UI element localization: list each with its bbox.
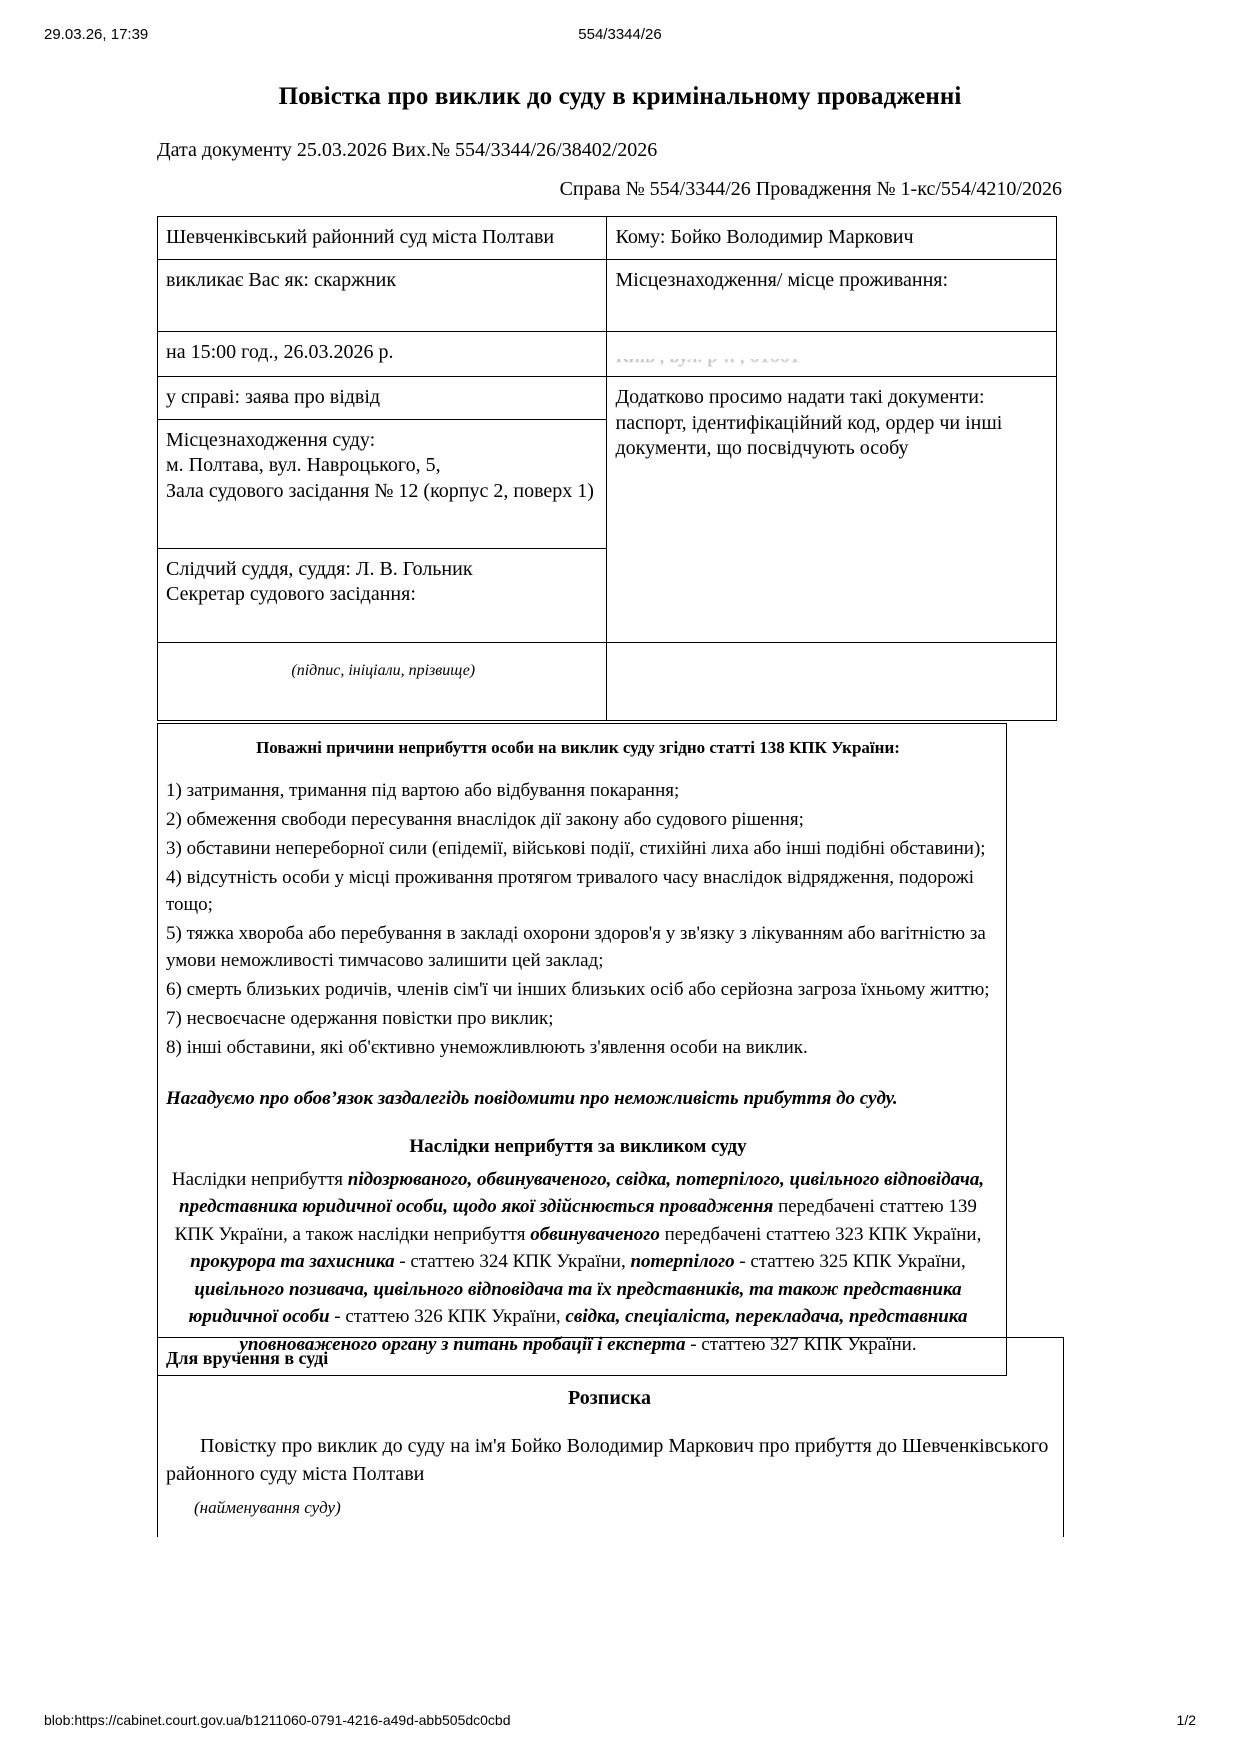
court-receipt-box xyxy=(157,1337,1064,1537)
residence-label: Місцезнаходження/ місце проживання: xyxy=(615,268,949,291)
consequences-heading: Наслідки неприбуття за викликом суду xyxy=(409,1135,747,1157)
court-location-label: Місцезнаходження суду: xyxy=(166,428,376,451)
receipt-body: Повістку про виклик до суду на ім'я Бойко Володимир Маркович про прибуття до Шевченківського районного суду міста Полтави xyxy=(166,1435,1049,1485)
consequences-text: - статтею 324 КПК України, xyxy=(394,1251,631,1273)
reason-item: 3) обставини непереборної сили (епідемії, військові події, стихійні лиха або інші подібні обставини); xyxy=(166,837,986,859)
judge-secretary-cell xyxy=(158,548,607,642)
case-subject: у справі: заява про відвід xyxy=(166,386,381,409)
required-documents-line-1: Додатково просимо надати такі документи: xyxy=(615,386,985,409)
residence-label-cell xyxy=(607,259,1057,332)
consequences-text: передбачені статтею 139 КПК України, а також наслідки неприбуття xyxy=(174,1196,977,1245)
judge-name: Слідчий суддя, суддя: Л. В. Гольник xyxy=(166,557,473,580)
table-row xyxy=(158,377,1057,420)
court-name: Шевченківський районний суд міста Полтави xyxy=(166,226,555,248)
consequences-emphasis: свідка, спеціаліста, перекладача, представника уповноваженого органу з питань пробації і експерта xyxy=(239,1306,968,1355)
consequences-emphasis: прокурора та захисника xyxy=(190,1251,395,1273)
receipt-heading: Розписка xyxy=(568,1387,651,1409)
secretary-label: Секретар судового засідання: xyxy=(166,583,416,606)
advance-notice-reminder: Нагадуємо про обов’язок заздалегідь повідомити про неможливість прибуття до суду. xyxy=(166,1087,898,1109)
court-street-address: м. Полтава, вул. Навроцького, 5, xyxy=(166,454,441,477)
court-location-cell xyxy=(158,419,607,548)
court-name-cell xyxy=(158,217,607,260)
summons-table xyxy=(157,216,1057,721)
print-header xyxy=(0,26,1240,46)
court-hall: Зала судового засідання № 12 (корпус 2, поверх 1) xyxy=(166,479,594,502)
print-footer xyxy=(0,1712,1240,1732)
reason-item: 1) затримання, тримання під вартою або відбування покарання; xyxy=(166,780,680,801)
required-documents-line-3: документи, що посвідчують особу xyxy=(615,437,909,460)
table-row xyxy=(158,332,1057,377)
consequences-emphasis: цивільного позивача, цивільного відповідача та їх представників, та також представника юридичної особи xyxy=(188,1278,962,1328)
signature-caption: (підпис, ініціали, прізвище) xyxy=(291,661,476,679)
case-number-line: Справа № 554/3344/26 Провадження № 1-кс/554/4210/2026 xyxy=(559,178,1062,200)
datetime-cell xyxy=(158,332,607,377)
redaction-mask xyxy=(615,340,1055,359)
hearing-datetime: на 15:00 год., 26.03.2026 р. xyxy=(166,341,394,364)
reason-item: 4) відсутність особи у місці проживання протягом тривалого часу внаслідок відрядження, подорожі тощо; xyxy=(166,866,975,915)
required-documents-cell xyxy=(607,377,1057,642)
redaction-mask xyxy=(615,293,1045,319)
print-header-timestamp: 29.03.26, 17:39 xyxy=(44,26,149,43)
called-as: викликає Вас як: скаржник xyxy=(166,268,397,291)
consequences-emphasis: підозрюваного, обвинуваченого, свідка, потерпілого, цивільного відповідача, представника юридичної особи, щодо якої здійснюється провадження xyxy=(179,1168,985,1218)
signature-cell-right xyxy=(607,642,1057,721)
residence-address-cell xyxy=(607,332,1057,377)
table-row xyxy=(158,642,1057,721)
document-date-line: Дата документу 25.03.2026 Вих.№ 554/3344/26/38402/2026 xyxy=(157,139,658,161)
valid-reasons-box xyxy=(157,723,1007,1376)
required-documents-line-2: паспорт, ідентифікаційний код, ордер чи інші xyxy=(615,411,1003,434)
called-as-cell xyxy=(158,259,607,332)
residence-address-redacted xyxy=(615,344,1050,368)
consequences-text: - статтею 327 КПК України. xyxy=(685,1333,917,1355)
print-header-case-ref: 554/3344/26 xyxy=(578,26,662,43)
consequences-emphasis: потерпілого xyxy=(630,1251,735,1273)
page-title: Повістка про виклик до суду в кримінальному провадженні xyxy=(278,83,962,110)
reason-item: 8) інші обставини, які об'єктивно унеможливлюють з'явлення особи на виклик. xyxy=(166,1036,808,1058)
reason-item: 7) несвоєчасне одержання повістки про виклик; xyxy=(166,1007,554,1029)
valid-reasons-heading: Поважні причини неприбуття особи на виклик суду згідно статті 138 КПК України: xyxy=(256,738,900,757)
signature-cell xyxy=(158,642,607,721)
consequences-text: передбачені статтею 323 КПК України, xyxy=(659,1223,982,1245)
case-subject-cell xyxy=(158,377,607,420)
addressee-cell xyxy=(607,217,1057,260)
addressee-name: Кому: Бойко Володимир Маркович xyxy=(615,226,914,248)
consequences-body xyxy=(166,1166,990,1359)
receipt-delivery-label: Для вручення в суді xyxy=(166,1348,329,1368)
consequences-text: - статтею 326 КПК України, xyxy=(329,1306,566,1328)
table-row xyxy=(158,259,1057,332)
consequences-text: - статтею 325 КПК України, xyxy=(734,1251,966,1273)
table-row xyxy=(158,217,1057,260)
residence-redaction-spacer xyxy=(615,293,1050,323)
consequences-emphasis: обвинуваченого xyxy=(530,1223,660,1245)
reason-item: 6) смерть близьких родичів, членів сім'ї чи інших близьких осіб або серйозна загроза їхньому життю; xyxy=(166,978,990,1000)
consequences-text: Наслідки неприбуття xyxy=(171,1168,348,1190)
reason-item: 5) тяжка хвороба або перебування в закладі охорони здоров'я у зв'язку з лікуванням або вагітністю за умови неможливості тимчасово залишити цей заклад; xyxy=(166,922,986,971)
reason-item: 2) обмеження свободи пересування внаслідок дії закону або судового рішення; xyxy=(166,808,804,830)
receipt-court-name-caption: (найменування суду) xyxy=(194,1498,341,1517)
print-footer-page-number: 1/2 xyxy=(1176,1712,1196,1728)
print-footer-url: blob:https://cabinet.court.gov.ua/b1211060-0791-4216-a49d-abb505dc0cbd xyxy=(44,1712,511,1728)
